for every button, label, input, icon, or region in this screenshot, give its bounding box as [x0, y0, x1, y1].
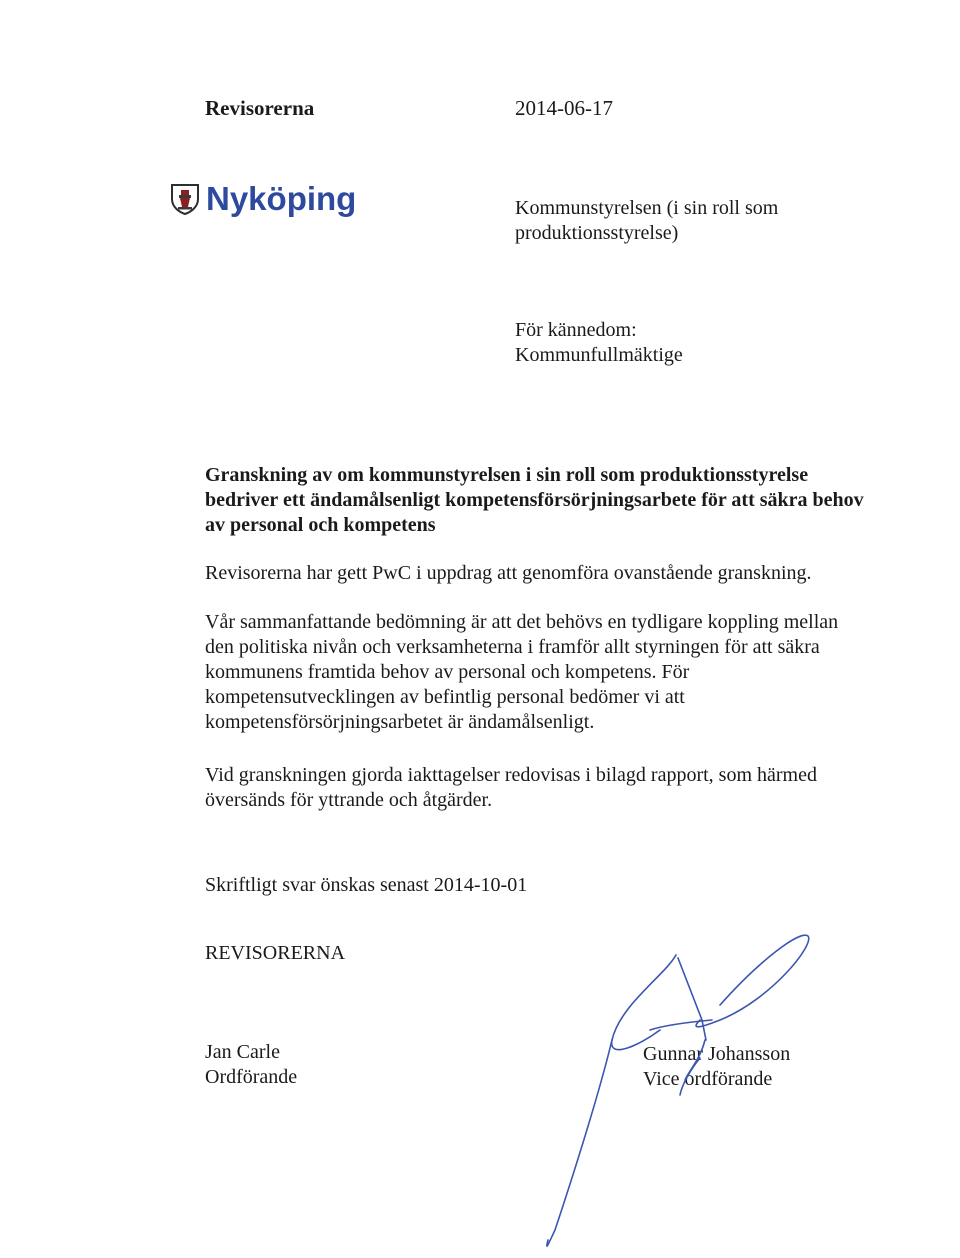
sender-organization: Revisorerna: [205, 96, 315, 120]
signatory-title: Vice ordförande: [643, 1068, 773, 1090]
recipient-line: produktionsstyrelse): [515, 222, 679, 244]
body-paragraph: Vår sammanfattande bedömning är att det behövs en tydligare koppling mellan den politiska nivån och verksamheterna i framför allt styrningen för att säkra kommunens framtida behov av personal och kompetens. För kompetensutvecklingen av befintlig personal bedömer vi att kompetensförsörjningsarbetet är ändamålsenligt.: [205, 611, 839, 733]
body-paragraph: Revisorerna har gett PwC i uppdrag att genomföra ovanstående granskning.: [205, 562, 812, 584]
body-paragraph: Vid granskningen gjorda iakttagelser redovisas i bilagd rapport, som härmed översänds för yttrande och åtgärder.: [205, 764, 817, 811]
response-deadline: Skriftligt svar önskas senast 2014-10-01: [205, 874, 528, 896]
signatory-name: Gunnar Johansson: [643, 1043, 791, 1065]
signature-organization: REVISORERNA: [205, 942, 346, 964]
signatory-name: Jan Carle: [205, 1041, 280, 1063]
municipal-coat-of-arms-icon: [170, 183, 200, 215]
municipality-logo: [170, 180, 356, 218]
recipient-line: Kommunstyrelsen (i sin roll som: [515, 197, 779, 219]
copy-to: [515, 318, 683, 368]
signature-block-left: [205, 1040, 297, 1090]
copy-to-label: För kännedom:: [515, 319, 637, 341]
logo-wordmark: Nyköping: [206, 180, 357, 217]
signature-block-right: [643, 1042, 790, 1092]
letter-date: 2014-06-17: [515, 96, 613, 120]
copy-to-name: Kommunfullmäktige: [515, 344, 683, 366]
subject-heading: Granskning av om kommunstyrelsen i sin roll som produktionsstyrelse bedriver ett ändamålsenligt kompetensförsörjningsarbete för att säkra behov av personal och kompetens: [205, 464, 864, 536]
recipient-address: [515, 196, 778, 246]
signatory-title: Ordförande: [205, 1066, 298, 1088]
